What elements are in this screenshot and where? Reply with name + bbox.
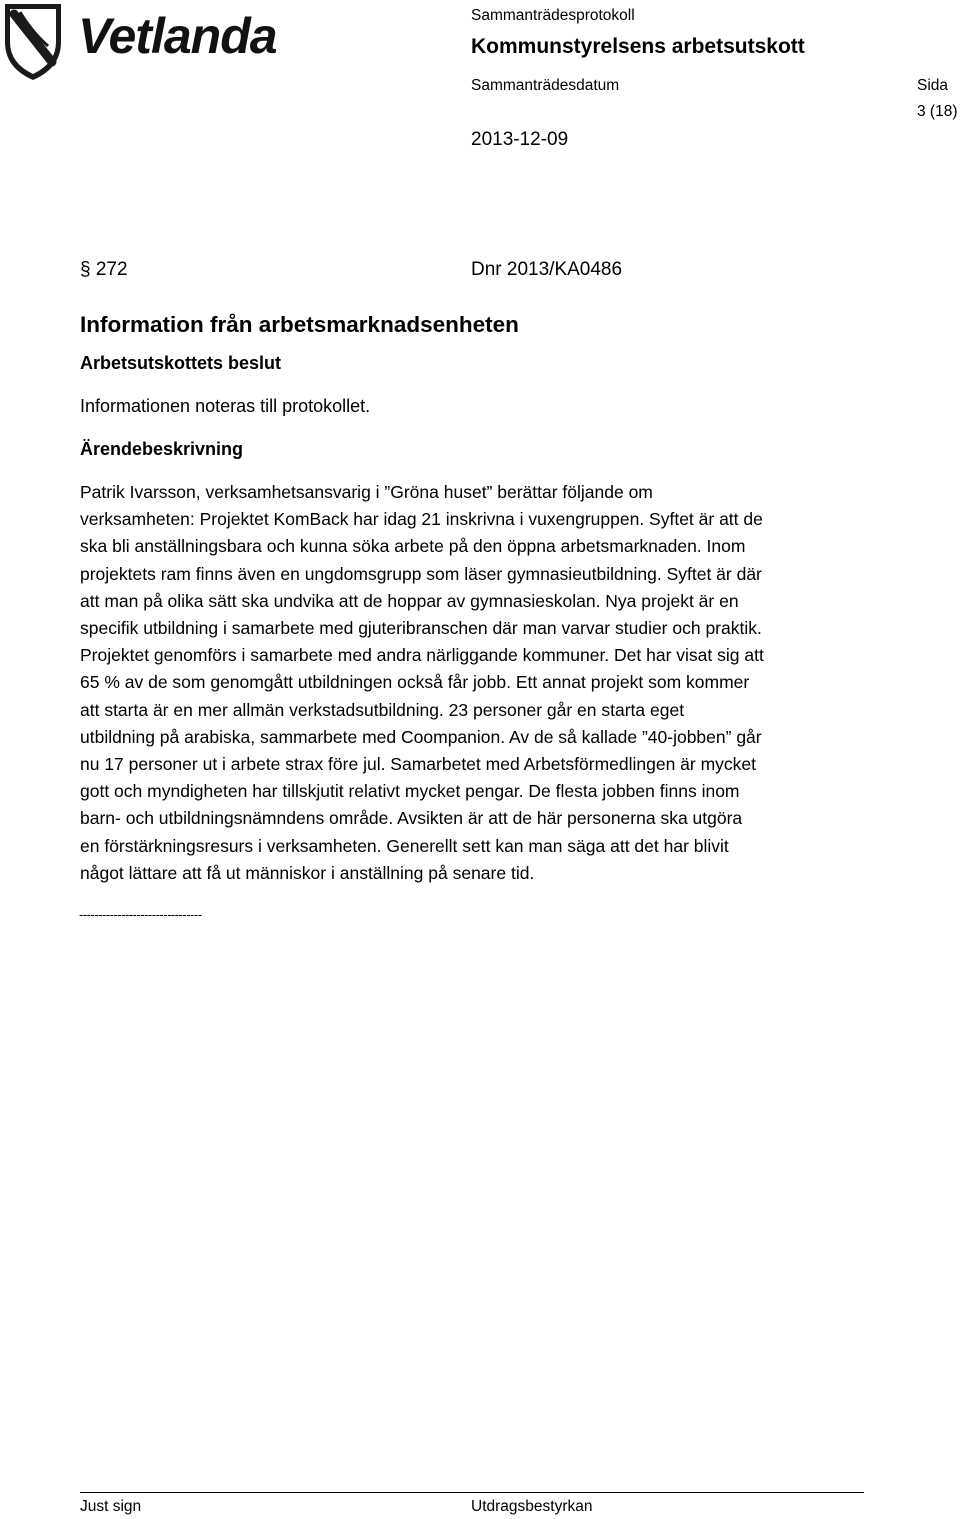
description-line: barn- och utbildningsnämndens område. Avsikten är att de här personerna ska utgöra (80, 808, 743, 829)
description-line: 65 % av de som genomgått utbildningen också får jobb. Ett annat projekt som kommer (80, 672, 750, 693)
item-title: Information från arbetsmarknadsenheten (80, 312, 519, 337)
description-line: utbildning på arabiska, sammarbete med Coompanion. Av de så kallade ”40-jobben” går (80, 726, 762, 747)
logo-wordmark: Vetlanda (78, 8, 277, 64)
description-line: ska bli anställningsbara och kunna söka arbete på den öppna arbetsmarknaden. Inom (80, 536, 746, 557)
decision-text: Informationen noteras till protokollet. (80, 396, 371, 416)
signature-label: Just sign (80, 1498, 142, 1515)
page-label: Sida (917, 77, 949, 94)
description-line: något lättare att få ut människor i anställning på senare tid. (80, 862, 535, 883)
description-line: gott och myndigheten har tillskjutit relativt mycket pengar. De flesta jobben finns inom (80, 781, 740, 802)
description-line: att man på olika sätt ska undvika att de hoppar av gymnasieskolan. Nya projekt är en (80, 590, 739, 611)
description-line: projektets ram finns även en ungdomsgrupp som läser gymnasieutbildning. Syftet är där (80, 563, 762, 584)
description-line: en förstärkningsresurs i verksamheten. Generellt sett kan man säga att det har blivit (80, 835, 729, 856)
description-line: verksamheten: Projektet KomBack har idag 21 inskrivna i vuxengruppen. Syftet är att de (80, 509, 763, 530)
municipal-seal-icon (2, 2, 64, 82)
description-line: att starta är en mer allmän verkstadsutbildning. 23 personer går en starta eget (80, 699, 685, 720)
municipality-logo (2, 2, 302, 84)
description-heading: Ärendebeskrivning (80, 439, 244, 459)
description-line: specifik utbildning i samarbete med gjuteribranschen där man varvar studier och praktik. (80, 618, 762, 639)
meeting-date-label: Sammanträdesdatum (471, 77, 620, 94)
committee-name: Kommunstyrelsens arbetsutskott (471, 35, 805, 58)
page-number: 3 (18) (917, 103, 958, 120)
description-paragraph (80, 479, 880, 887)
meeting-date: 2013-12-09 (471, 129, 569, 150)
description-line: Projektet genomförs i samarbete med andra närliggande kommuner. Det har visat sig att (80, 645, 764, 666)
extract-certification-label: Utdragsbestyrkan (471, 1498, 593, 1515)
section-number: § 272 (80, 259, 128, 280)
description-line: Patrik Ivarsson, verksamhetsansvarig i ”Gröna huset” berättar följande om (80, 482, 653, 502)
section-separator: -------------------------------- (79, 907, 202, 922)
diary-number: Dnr 2013/KA0486 (471, 259, 623, 280)
decision-heading: Arbetsutskottets beslut (80, 353, 282, 373)
footer-rule (80, 1492, 864, 1493)
protocol-label: Sammanträdesprotokoll (471, 7, 635, 24)
description-line: nu 17 personer ut i arbete strax före jul. Samarbetet med Arbetsförmedlingen är mycket (80, 754, 757, 775)
